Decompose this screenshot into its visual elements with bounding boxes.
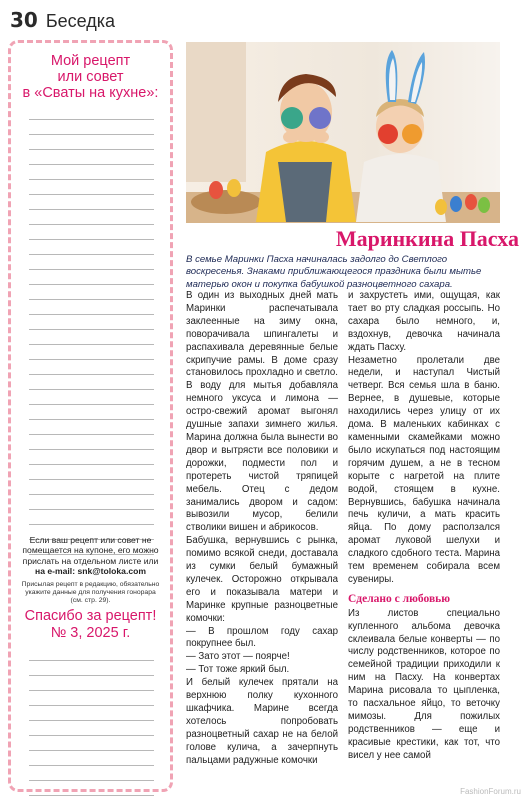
- writing-line[interactable]: [29, 105, 154, 120]
- writing-line[interactable]: [29, 435, 154, 450]
- coupon-small-note: Присылая рецепт в редакцию, обязательно укажите данные для получения гонорара (см. стр. 29).: [21, 581, 160, 604]
- writing-line[interactable]: [29, 285, 154, 300]
- recipe-coupon: [8, 40, 173, 792]
- dialogue-line: — Зато этот — поярче!: [186, 651, 290, 663]
- coupon-email: на e-mail: snk@toloka.com: [35, 566, 146, 577]
- writing-line[interactable]: [29, 390, 154, 405]
- writing-line[interactable]: [29, 661, 154, 676]
- coupon-title-line: Мой рецепт: [50, 53, 131, 69]
- photo-illustration: [186, 42, 500, 223]
- coupon-thanks-line: Спасибо за рецепт!: [24, 608, 157, 624]
- writing-line[interactable]: [29, 405, 154, 420]
- coupon-info: [21, 535, 160, 577]
- section-name: Беседка: [45, 11, 116, 31]
- coupon-writing-lines[interactable]: [29, 105, 154, 555]
- writing-line[interactable]: [29, 480, 154, 495]
- writing-line[interactable]: [29, 420, 154, 435]
- writing-line[interactable]: [29, 210, 154, 225]
- paragraph: И белый кулечек прятали на верхнюю полку кухонного шкафчика. Марине всегда хотелось попробовать разноцветный сахар не на белой голове кулича, а зачерпнуть пальцами радужные комочки: [186, 677, 338, 766]
- article-column-left: [186, 290, 338, 768]
- writing-line[interactable]: [29, 646, 154, 661]
- writing-line[interactable]: [29, 345, 154, 360]
- writing-line[interactable]: [29, 330, 154, 345]
- watermark: FashionForum.ru: [460, 787, 521, 796]
- writing-line[interactable]: [29, 240, 154, 255]
- paragraph: Незаметно пролетали две недели, и наступал Чистый четверг. Вся семья шла в баню. Вернее, в душевые, которые находились через улицу от их дома. В маленьких кабинках с каменными скамейками можно было искупаться под настоящим горячим душем, а не в тесном корыте с нагретой на плите водой, стоящем в кухне. Вернувшись, бабушка начинала печь куличи, а мать красить яйца. По дому расползался аромат луковой шелухи и сладкого сдобного теста. Марина тем временем собирала всем сувениры.: [348, 354, 500, 585]
- writing-line[interactable]: [29, 721, 154, 736]
- writing-line[interactable]: [29, 706, 154, 721]
- coupon-thanks: [11, 608, 170, 642]
- writing-line[interactable]: [29, 676, 154, 691]
- article-lead: В семье Маринки Пасха начиналась задолго до Светлого воскресенья. Знаками приближающегося праздника были мытье матерью окон и покупка бабушкой разноцветного сахара.: [186, 254, 482, 290]
- paragraph: и захрустеть ими, ощущая, как тает во рту сладкая россыпь. Но сахара было немного, и, вздохнув, девочка начинала ждать Пасху.: [348, 290, 500, 353]
- writing-line[interactable]: [29, 465, 154, 480]
- writing-line[interactable]: [29, 691, 154, 706]
- writing-line[interactable]: [29, 450, 154, 465]
- writing-line[interactable]: [29, 135, 154, 150]
- writing-line[interactable]: [29, 225, 154, 240]
- coupon-title: [11, 53, 170, 101]
- writing-line[interactable]: [29, 300, 154, 315]
- writing-line[interactable]: [29, 150, 154, 165]
- writing-line[interactable]: [29, 375, 154, 390]
- dialogue-line: — Тот тоже яркий был.: [186, 664, 290, 676]
- writing-line[interactable]: [29, 255, 154, 270]
- writing-line[interactable]: [29, 195, 154, 210]
- easter-family-photo: [186, 42, 500, 223]
- writing-line[interactable]: [29, 315, 154, 330]
- writing-line[interactable]: [29, 766, 154, 781]
- page-number: 30: [10, 8, 38, 32]
- writing-line[interactable]: [29, 270, 154, 285]
- coupon-writing-lines[interactable]: [29, 646, 154, 796]
- paragraph: Из листов специально купленного альбома девочка склеивала белые конверты — по числу родственников, которое по семейной традиции приходили к ним на Пасху. На конвертах Марина рисовала то цыпленка, то пасхальное яйцо, то веточку мимозы. Для пожилых родственников — еще и красивые крестики, как тот, что висел у нее самой: [348, 607, 500, 761]
- coupon-title-line: или совет: [57, 69, 124, 85]
- writing-line[interactable]: [29, 120, 154, 135]
- writing-line[interactable]: [29, 180, 154, 195]
- writing-line[interactable]: [29, 510, 154, 525]
- article-column-right: [348, 290, 500, 763]
- writing-line[interactable]: [29, 495, 154, 510]
- coupon-issue-number: № 3, 2025 г.: [50, 625, 131, 641]
- article-title: Маринкина Пасха: [335, 226, 519, 251]
- subheading: Сделано с любовью: [348, 592, 451, 605]
- writing-line[interactable]: [29, 736, 154, 751]
- paragraph: Бабушка, вернувшись с рынка, помимо всякой снеди, доставала из сумки белый бумажный кулечек. Осторожно открывала его и показывала матери и Маринке крупные разноцветные комочки:: [186, 535, 338, 624]
- writing-line[interactable]: [29, 165, 154, 180]
- coupon-info-text: Если ваш рецепт или совет не помещается на купоне, его можно прислать на отдельном листе или: [22, 535, 159, 566]
- coupon-title-line: в «Сваты на кухне»:: [22, 85, 159, 101]
- page-header: [10, 8, 115, 36]
- writing-line[interactable]: [29, 751, 154, 766]
- writing-line[interactable]: [29, 781, 154, 796]
- writing-line[interactable]: [29, 360, 154, 375]
- dialogue-line: — В прошлом году сахар покрупнее был.: [186, 625, 338, 650]
- paragraph: В один из выходных дней мать Маринки распечатывала заклеенные на зиму окна, поворачивала шпингалеты и распахивала деревянные белые скрипучие рамы. В доме сразу становилось прохладно и светло. В воду для мытья добавляла немного уксуса и лимона — остро-свежий аромат выгонял душные запахи зимнего жилья. Марина должна была вынести во двор и вытрясти все половики и дорожки, подмести пол и протереть чистой тряпицей мебель. Отец с дедом занимались двором и садом: вывозили мусор, белили стволики вишен и абрикосов.: [186, 290, 338, 534]
